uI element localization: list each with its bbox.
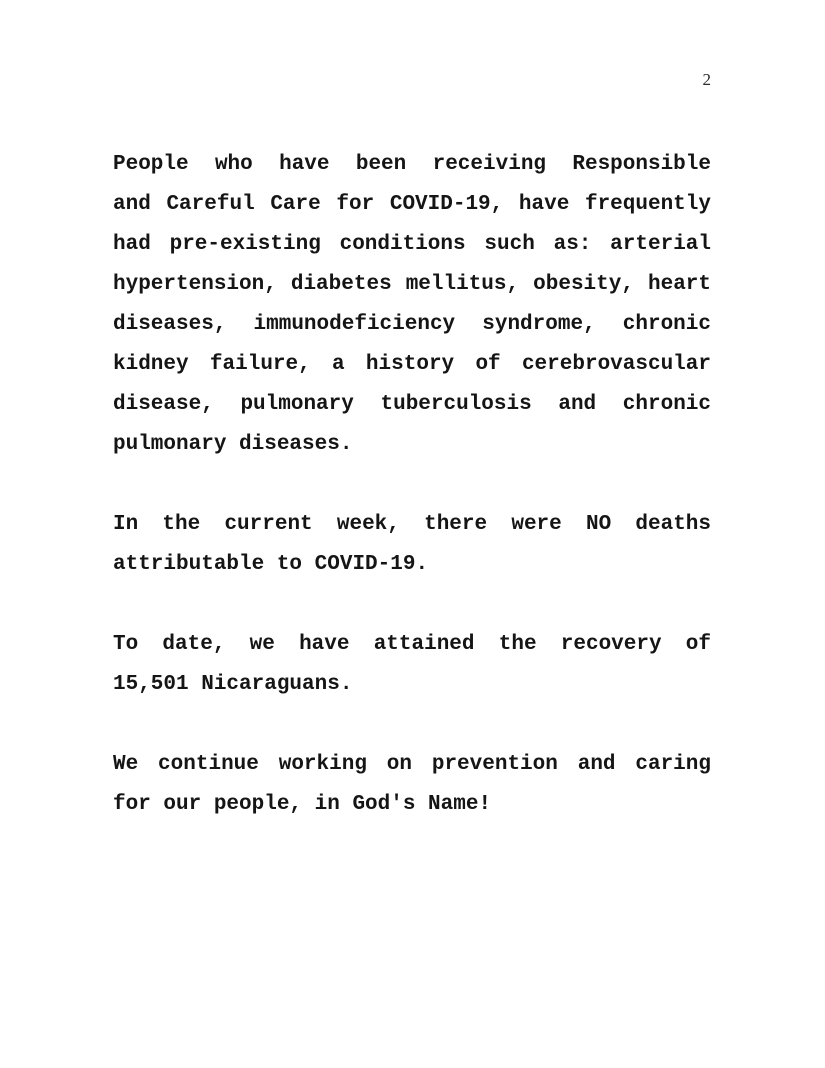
text-line: diseases, immunodeficiency syndrome, chronic — [113, 313, 711, 336]
paragraph-no-deaths — [113, 505, 711, 585]
paragraph-preexisting-conditions — [113, 145, 711, 465]
text-line: In the current week, there were NO deaths — [113, 513, 711, 536]
text-line: hypertension, diabetes mellitus, obesity, heart — [113, 273, 711, 296]
text-line: We continue working on prevention and caring — [113, 753, 711, 776]
paragraph-closing — [113, 745, 711, 825]
text-line: 15,501 Nicaraguans. — [113, 673, 353, 696]
text-line: pulmonary diseases. — [113, 433, 353, 456]
document-body — [113, 145, 711, 825]
text-line: and Careful Care for COVID-19, have frequently — [113, 193, 711, 216]
text-line: attributable to COVID-19. — [113, 553, 429, 576]
paragraph-recoveries — [113, 625, 711, 705]
text-line: disease, pulmonary tuberculosis and chronic — [113, 393, 711, 416]
text-line: kidney failure, a history of cerebrovascular — [113, 353, 711, 376]
text-line: for our people, in God's Name! — [113, 793, 492, 816]
page-number: 2 — [702, 70, 711, 89]
text-line: had pre-existing conditions such as: arterial — [113, 233, 711, 256]
text-line: People who have been receiving Responsible — [113, 153, 711, 176]
text-line: To date, we have attained the recovery of — [113, 633, 711, 656]
